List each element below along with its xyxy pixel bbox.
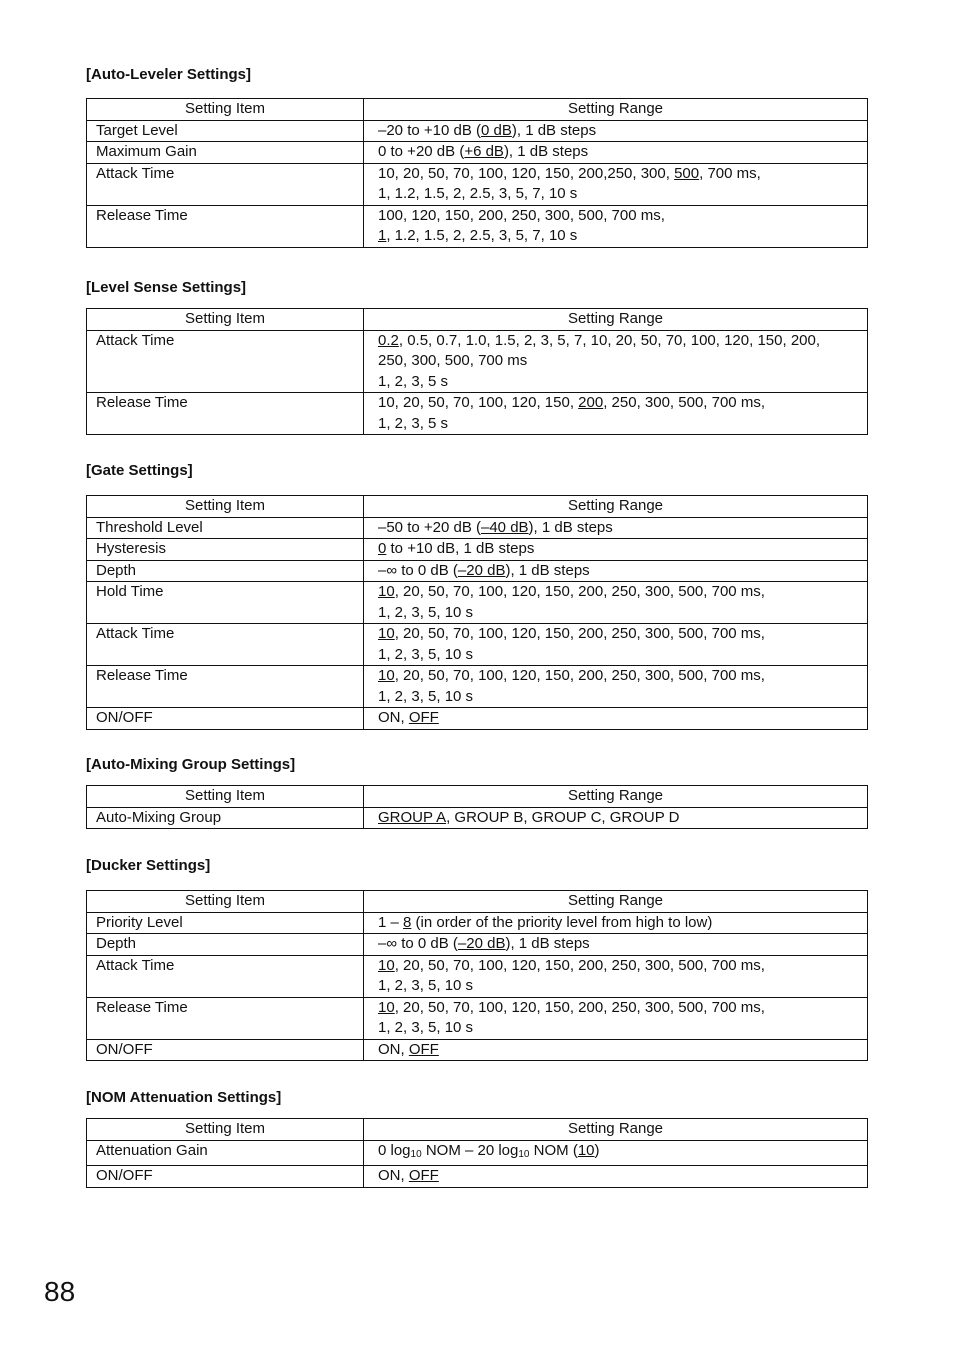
default-value: OFF	[408, 1167, 439, 1184]
header-setting-item: Setting Item	[87, 786, 364, 808]
range-text: )	[594, 1141, 600, 1159]
setting-item: Auto-Mixing Group	[87, 807, 364, 829]
range-line	[378, 913, 867, 934]
range-text: 10, 20, 50, 70, 100, 120, 150, 200,250, 300,	[378, 164, 675, 182]
table-row	[87, 997, 868, 1039]
table-row	[87, 539, 868, 561]
table-row	[87, 1166, 868, 1188]
range-text: 1, 2, 3, 5, 10 s	[378, 977, 474, 994]
default-value: +6 dB	[464, 143, 504, 160]
range-text: , 20, 50, 70, 100, 120, 150, 200, 250, 300, 500, 700 ms,	[394, 667, 765, 684]
setting-item: Release Time	[87, 393, 364, 435]
section-title: [Auto-Mixing Group Settings]	[86, 756, 296, 773]
default-value: 200	[578, 394, 604, 411]
table-row	[87, 666, 868, 708]
default-value: GROUP A	[378, 808, 447, 826]
range-text: , 20, 50, 70, 100, 120, 150, 200, 250, 300, 500, 700 ms,	[394, 583, 765, 600]
table-row	[87, 708, 868, 730]
range-line	[378, 1141, 867, 1166]
range-text: ), 1 dB steps	[503, 143, 589, 160]
range-text: , 1.2, 1.5, 2, 2.5, 3, 5, 7, 10 s	[386, 227, 578, 244]
table-row	[87, 912, 868, 934]
table-row	[87, 807, 868, 829]
setting-item: Depth	[87, 560, 364, 582]
section-title: [Ducker Settings]	[86, 857, 211, 874]
range-text: ), 1 dB steps	[505, 561, 590, 579]
range-text: 1, 2, 3, 5, 10 s	[378, 1019, 474, 1036]
default-value: 10	[378, 956, 395, 974]
default-value: 1	[378, 227, 387, 244]
table-row	[87, 330, 868, 393]
default-value: OFF	[408, 709, 439, 726]
setting-range	[364, 1039, 868, 1061]
range-text: 1, 2, 3, 5 s	[378, 372, 449, 390]
settings-table	[86, 98, 868, 248]
table-header-row	[87, 309, 868, 331]
setting-range	[364, 393, 868, 435]
range-text: , 0.5, 0.7, 1.0, 1.5, 2, 3, 5, 7, 10, 20, 50, 70, 100, 120, 150, 200,	[398, 331, 821, 349]
range-text: ON,	[378, 1167, 409, 1184]
range-line	[378, 164, 867, 185]
setting-item: ON/OFF	[87, 708, 364, 730]
table-header-row	[87, 891, 868, 913]
range-line	[378, 121, 867, 142]
table-row	[87, 1039, 868, 1061]
range-line	[378, 976, 867, 997]
setting-item: Attack Time	[87, 955, 364, 997]
header-setting-item: Setting Item	[87, 496, 364, 518]
level-sense-section	[86, 279, 868, 432]
range-text: ), 1 dB steps	[511, 121, 597, 139]
range-text: (in order of the priority level from high to low)	[411, 913, 713, 931]
default-value: 10	[378, 667, 395, 684]
setting-range	[364, 205, 868, 247]
table-header-row	[87, 786, 868, 808]
setting-range	[364, 142, 868, 164]
range-text: to +10 dB, 1 dB steps	[386, 540, 535, 557]
setting-item: Hysteresis	[87, 539, 364, 561]
header-setting-range: Setting Range	[364, 496, 868, 518]
page-number: 88	[44, 1276, 76, 1307]
subscript: 10	[518, 1148, 530, 1160]
setting-range	[364, 807, 868, 829]
setting-item: Target Level	[87, 120, 364, 142]
setting-range	[364, 934, 868, 956]
range-line	[378, 142, 867, 163]
range-text: ON,	[378, 1040, 409, 1058]
header-setting-item: Setting Item	[87, 309, 364, 331]
setting-range	[364, 582, 868, 624]
setting-range	[364, 1140, 868, 1166]
section-title: [Auto-Leveler Settings]	[86, 66, 252, 83]
range-line	[378, 998, 867, 1019]
setting-range	[364, 955, 868, 997]
settings-table	[86, 890, 868, 1061]
setting-range	[364, 163, 868, 205]
range-line	[378, 808, 867, 829]
setting-item: Release Time	[87, 666, 364, 708]
default-value: 0.2	[378, 331, 399, 349]
range-line	[378, 393, 867, 414]
setting-range	[364, 330, 868, 393]
range-text: , 20, 50, 70, 100, 120, 150, 200, 250, 300, 500, 700 ms,	[394, 625, 765, 642]
range-line	[378, 414, 867, 435]
default-value: 10	[378, 998, 395, 1016]
table-row	[87, 120, 868, 142]
range-line	[378, 331, 867, 352]
range-line	[378, 1018, 867, 1039]
setting-item: Threshold Level	[87, 517, 364, 539]
default-value: 0 dB	[481, 121, 512, 139]
header-setting-range: Setting Range	[364, 99, 868, 121]
default-value: 10	[577, 1141, 595, 1159]
default-value: –20 dB	[457, 561, 506, 579]
nom-attenuation-section	[86, 1089, 868, 1184]
range-text: , 250, 300, 500, 700 ms,	[603, 394, 765, 411]
setting-item: Release Time	[87, 997, 364, 1039]
range-line	[378, 645, 867, 666]
setting-range	[364, 120, 868, 142]
range-line	[378, 603, 867, 624]
range-text: NOM (	[529, 1141, 578, 1159]
setting-item: ON/OFF	[87, 1166, 364, 1188]
header-setting-item: Setting Item	[87, 891, 364, 913]
auto-leveler-section	[86, 66, 868, 244]
default-value: –20 dB	[457, 935, 506, 952]
setting-range	[364, 666, 868, 708]
table-header-row	[87, 99, 868, 121]
range-line	[378, 1040, 867, 1061]
range-line	[378, 226, 867, 247]
range-text: 1 –	[378, 913, 404, 931]
subscript: 10	[410, 1148, 422, 1160]
range-text: 1, 2, 3, 5, 10 s	[378, 603, 474, 621]
setting-item: Depth	[87, 934, 364, 956]
range-text: –50 to +20 dB (	[378, 518, 481, 536]
settings-table	[86, 308, 868, 435]
range-line	[378, 687, 867, 708]
range-text: 0 log	[378, 1141, 411, 1159]
range-text: ), 1 dB steps	[528, 518, 613, 536]
table-row	[87, 393, 868, 435]
setting-range	[364, 539, 868, 561]
range-text: 1, 2, 3, 5, 10 s	[378, 645, 474, 663]
range-text: ON,	[378, 709, 409, 726]
ducker-section	[86, 857, 868, 1058]
section-title: [Level Sense Settings]	[86, 279, 247, 296]
setting-range	[364, 1166, 868, 1188]
range-line	[378, 372, 867, 393]
setting-item: Attack Time	[87, 330, 364, 393]
range-text: 100, 120, 150, 200, 250, 300, 500, 700 ms,	[378, 206, 665, 224]
setting-item: Attack Time	[87, 624, 364, 666]
range-line	[378, 934, 867, 955]
range-text: 0 to +20 dB (	[378, 143, 465, 160]
setting-item: Hold Time	[87, 582, 364, 624]
section-title: [Gate Settings]	[86, 462, 193, 479]
table-row	[87, 163, 868, 205]
header-setting-range: Setting Range	[364, 1119, 868, 1141]
header-setting-item: Setting Item	[87, 1119, 364, 1141]
header-setting-range: Setting Range	[364, 891, 868, 913]
default-value: –40 dB	[481, 518, 529, 536]
range-line	[378, 582, 867, 603]
range-text: , 700 ms,	[699, 164, 761, 182]
table-row	[87, 582, 868, 624]
header-setting-range: Setting Range	[364, 309, 868, 331]
setting-item: ON/OFF	[87, 1039, 364, 1061]
section-title: [NOM Attenuation Settings]	[86, 1089, 282, 1106]
setting-item: Attenuation Gain	[87, 1140, 364, 1166]
gate-section	[86, 462, 868, 726]
setting-range	[364, 997, 868, 1039]
default-value: 10	[378, 625, 395, 642]
auto-mixing-section	[86, 756, 868, 826]
range-line	[378, 561, 867, 582]
range-text: –20 to +10 dB (	[378, 121, 481, 139]
table-row	[87, 142, 868, 164]
range-line	[378, 956, 867, 977]
range-text: , 20, 50, 70, 100, 120, 150, 200, 250, 300, 500, 700 ms,	[394, 998, 765, 1016]
default-value: OFF	[408, 1040, 439, 1058]
range-text: –∞ to 0 dB (	[378, 935, 458, 952]
default-value: 0	[378, 540, 387, 557]
setting-item: Maximum Gain	[87, 142, 364, 164]
table-header-row	[87, 496, 868, 518]
range-line	[378, 1166, 867, 1187]
range-line	[378, 206, 867, 227]
table-row	[87, 955, 868, 997]
setting-item: Release Time	[87, 205, 364, 247]
settings-table	[86, 1118, 868, 1188]
range-line	[378, 518, 867, 539]
range-line	[378, 539, 867, 560]
setting-item: Priority Level	[87, 912, 364, 934]
range-text: 250, 300, 500, 700 ms	[378, 352, 528, 369]
table-row	[87, 934, 868, 956]
table-row	[87, 205, 868, 247]
default-value: 10	[378, 583, 395, 600]
range-text: , 20, 50, 70, 100, 120, 150, 200, 250, 300, 500, 700 ms,	[394, 956, 765, 974]
setting-range	[364, 708, 868, 730]
setting-range	[364, 912, 868, 934]
settings-table	[86, 495, 868, 730]
header-setting-range: Setting Range	[364, 786, 868, 808]
range-line	[378, 666, 867, 687]
table-row	[87, 560, 868, 582]
range-line	[378, 184, 867, 205]
setting-item: Attack Time	[87, 163, 364, 205]
setting-range	[364, 560, 868, 582]
table-row	[87, 1140, 868, 1166]
table-row	[87, 517, 868, 539]
range-text: 1, 1.2, 1.5, 2, 2.5, 3, 5, 7, 10 s	[378, 185, 578, 202]
settings-table	[86, 785, 868, 829]
default-value: 500	[674, 164, 700, 182]
header-setting-item: Setting Item	[87, 99, 364, 121]
range-text: 1, 2, 3, 5 s	[378, 414, 449, 432]
setting-range	[364, 517, 868, 539]
range-line	[378, 708, 867, 729]
range-text: 1, 2, 3, 5, 10 s	[378, 687, 474, 705]
table-row	[87, 624, 868, 666]
range-text: ), 1 dB steps	[505, 935, 590, 952]
range-text: NOM – 20 log	[421, 1141, 519, 1159]
range-text: 10, 20, 50, 70, 100, 120, 150,	[378, 394, 579, 411]
range-text: –∞ to 0 dB (	[378, 561, 458, 579]
default-value: 8	[403, 913, 412, 931]
range-line	[378, 624, 867, 645]
range-text: , GROUP B, GROUP C, GROUP D	[446, 808, 680, 826]
setting-range	[364, 624, 868, 666]
range-line	[378, 351, 867, 372]
table-header-row	[87, 1119, 868, 1141]
